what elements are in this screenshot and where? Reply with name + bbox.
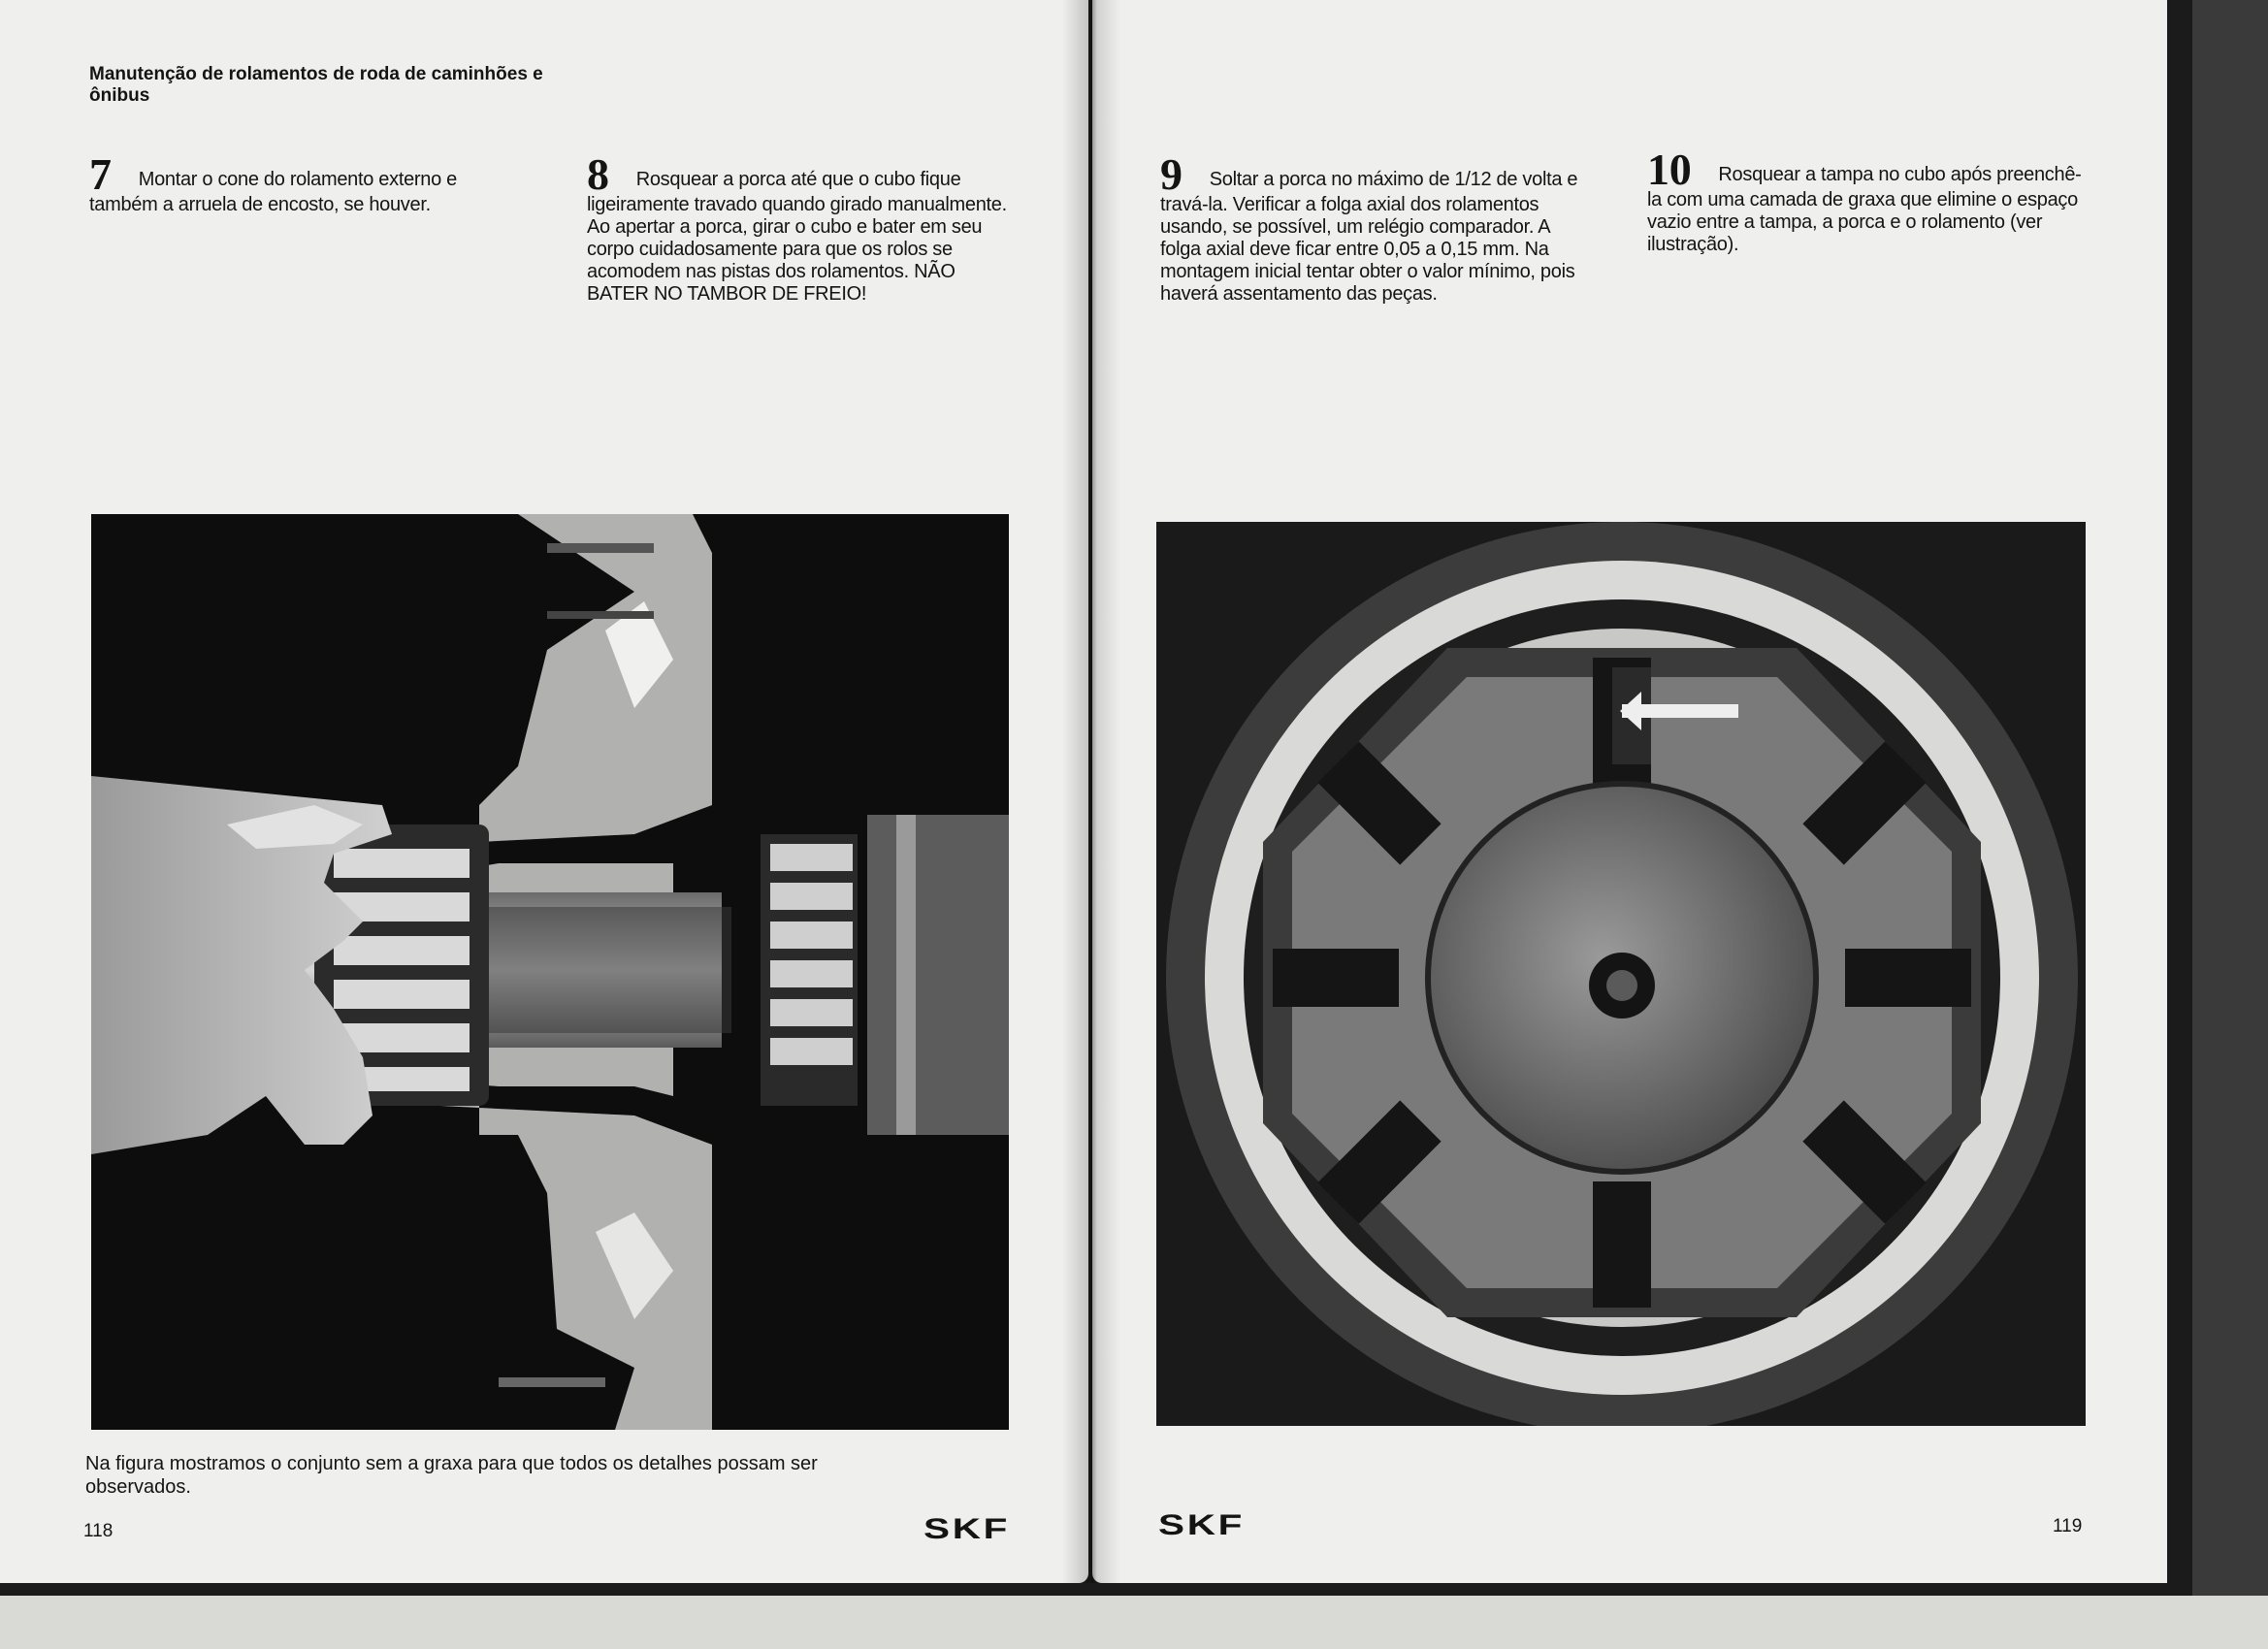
step-10 [1647,145,2084,256]
skf-logo-right: SKF [1158,1509,1246,1541]
page-119 [1092,0,2167,1583]
step-10-number: 10 [1647,145,1692,194]
page-118 [0,0,1088,1583]
photo-caption: Na figura mostramos o conjunto sem a graxa para que todos os detalhes possam ser observados. [85,1453,818,1498]
step-7-number: 7 [89,149,112,199]
hub-cutaway-illustration [91,514,1009,1430]
page-stack-edge [2192,0,2268,1596]
step-8-text: Rosquear a porca até que o cubo fique ligeiramente travado quando girado manualmente. Ao apertar a porca, girar o cubo e bater em seu corpo cuidadosamente para que os rolos se acomodem nas pistas dos rolamentos. NÃO BATER NO TAMBOR DE FREIO! [587,169,1007,305]
hub-bearing-cutaway-photo [91,514,1009,1430]
step-9-number: 9 [1160,149,1183,199]
step-9-text: Soltar a porca no máximo de 1/12 de volta e travá-la. Verificar a folga axial dos rolamentos usando, se possível, um relégio comparador. A folga axial deve ficar entre 0,05 a 0,15 mm. Na montagem inicial tentar obter o valor mínimo, pois haverá assentamento das peças. [1160,169,1578,305]
step-10-text: Rosquear a tampa no cubo após preenchê-la com uma camada de graxa que elimine o espaço vazio entre a tampa, a porca e o rolamento (ver ilustração). [1647,164,2082,255]
castle-nut-illustration [1156,522,2086,1426]
skf-logo-left: SKF [923,1513,1011,1545]
page-header: Manutenção de rolamentos de roda de caminhões e ônibus [89,64,543,106]
scanner-background [0,1596,2268,1649]
castle-nut-photo [1156,522,2086,1426]
page-number-119: 119 [2053,1516,2083,1536]
page-number-118: 118 [83,1521,113,1541]
step-9 [1160,149,1587,306]
step-8-number: 8 [587,149,609,199]
step-7-text: Montar o cone do rolamento externo e também a arruela de encosto, se houver. [89,169,457,215]
step-7 [89,149,506,216]
step-8 [587,149,1019,306]
